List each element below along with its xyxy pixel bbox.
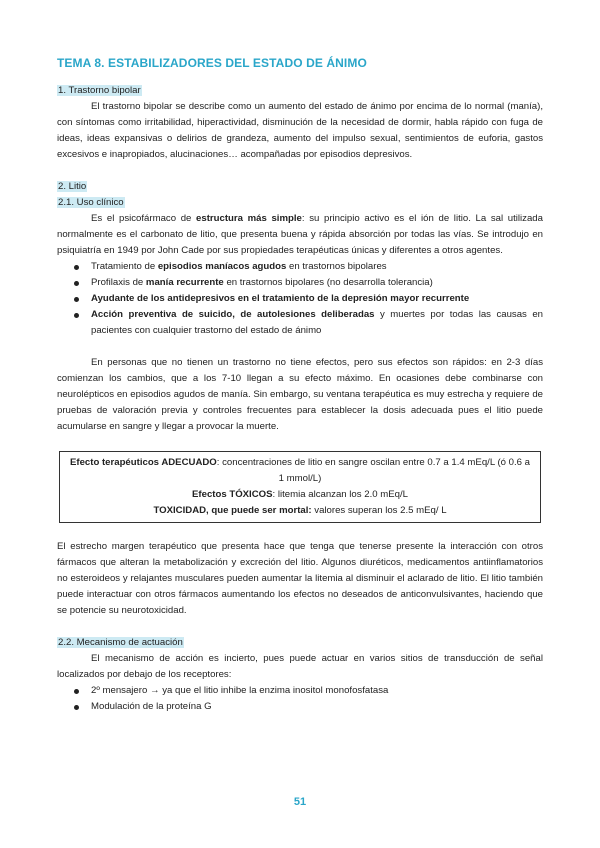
spacer [57,163,543,179]
document-page [57,55,543,715]
interaction-paragraph: El estrecho margen terapéutico que presenta hace que tenga que tenerse presente la interacción con otros fármacos que alteran la metabolización y excreción del litio. Algunos diuréticos, medicamentos antiinflamatorios no esteroideos y relajantes musculares pueden aumentar la litemia al disminuir el aclarado de litio. El litio también puede interactuar con otros fármacos aumentando los efectos no deseados de anticonvulsivantes, haciendo que se potencie su neurotoxicidad. [57,541,543,616]
mecanismo-paragraph: El mecanismo de acción es incierto, pues puede actuar en varios sitios de transducción de señal localizados por debajo de los receptores: [57,653,543,680]
list-item-bold: Acción preventiva de suicido, de autolesiones deliberadas [91,309,375,320]
dosage-line-adequate [68,455,532,487]
list-item-text: en trastornos bipolares [286,261,387,272]
subheading-uso-clinico [57,195,543,211]
list-item [91,307,543,339]
subheading-mecanismo [57,635,543,651]
dosage-label: TOXICIDAD, que puede ser mortal: [153,505,312,516]
page-number: 51 [293,796,307,808]
dosage-value: : litemia alcanzan los 2.0 mEq/L [272,489,408,500]
list-item-bold: manía recurrente [145,277,224,288]
section-heading-bipolar-text: 1. Trastorno bipolar [58,85,141,96]
dosage-value: : concentraciones de litio en sangre oscilan entre 0.7 a 1.4 mEq/L (ó 0.6 a 1 mmol/L) [216,457,530,484]
litio-intro-a: Es el psicofármaco de [91,213,197,224]
section-heading-litio-text: 2. Litio [58,181,87,192]
list-item-bold: Ayudante de los antidepresivos en el tratamiento de la depresión mayor recurrente [91,293,470,304]
litio-intro-c: : su principio activo es el ión de litio. La sal utilizada normalmente es el carbonato de litio, que presenta buena y rápida absorción por todas las vías. Se introdujo en psiquiatría en 1949 por John Cade por sus propiedades terapéuticas únicas y diferentes a otros agentes. [57,213,543,256]
list-item-text: y muertes por todas las causas en pacientes con cualquier trastorno del estado de ánimo [91,309,544,336]
subheading-mecanismo-text: 2.2. Mecanismo de actuación [58,637,183,648]
list-item-bold: episodios maníacos agudos [157,261,287,272]
list-item-text: Tratamiento de [91,261,158,272]
list-item [91,291,543,307]
mecanismo-list [57,683,543,715]
litio-effects-paragraph: En personas que no tienen un trastorno no tiene efectos, pero sus efectos son rápidos: en 2-3 días comienzan los cambios, que a los 7-10 llegan a su efecto máximo. En ocasiones debe combinarse con neurolépticos en episodios agudos de manía. Sin embargo, su ventana terapéutica es muy estrecha y requiere de pruebas de valoración previa y controles frecuentes para establecer la dosis adecuada pues el litio puede acumularse en sangre y llegar a provocar la muerte. [57,357,543,432]
list-item-text: Profilaxis de [91,277,146,288]
spacer [57,339,543,355]
spacer [57,435,543,451]
bipolar-paragraph: El trastorno bipolar se describe como un aumento del estado de ánimo por encima de lo normal (manía), con síntomas como irritabilidad, hiperactividad, disminución de la necesidad de dormir, habla rápido con fuga de ideas, ideas expansivas o delirios de grandeza, aumento del impulso sexual, sentimientos de euforia, gastos excesivos e inapropiados, alucinaciones… acompañadas por episodios depresivos. [57,101,543,160]
section-heading-bipolar [57,83,543,99]
list-item: 2º mensajero → ya que el litio inhibe la enzima inositol monofosfatasa [91,683,543,699]
dosage-box [59,451,541,523]
litio-intro-paragraph [57,211,543,259]
list-item [91,259,543,275]
subheading-uso-clinico-text: 2.1. Uso clínico [58,197,124,208]
section-heading-litio [57,179,543,195]
dosage-value: valores superan los 2.5 mEq/ L [311,505,447,516]
spacer [57,619,543,635]
list-item [91,275,543,291]
litio-intro-bold: estructura más simple [196,213,302,224]
list-item-text: en trastornos bipolares (no desarrolla tolerancia) [223,277,433,288]
spacer [57,523,543,539]
dosage-label: Efecto terapéuticos ADECUADO [69,457,217,468]
dosage-label: Efectos TÓXICOS [192,489,273,500]
dosage-line-mortal [68,503,532,519]
uso-clinico-list [57,259,543,339]
dosage-line-toxic [68,487,532,503]
chapter-title: TEMA 8. ESTABILIZADORES DEL ESTADO DE ÁNIMO [57,56,367,70]
list-item: Modulación de la proteína G [91,699,543,715]
